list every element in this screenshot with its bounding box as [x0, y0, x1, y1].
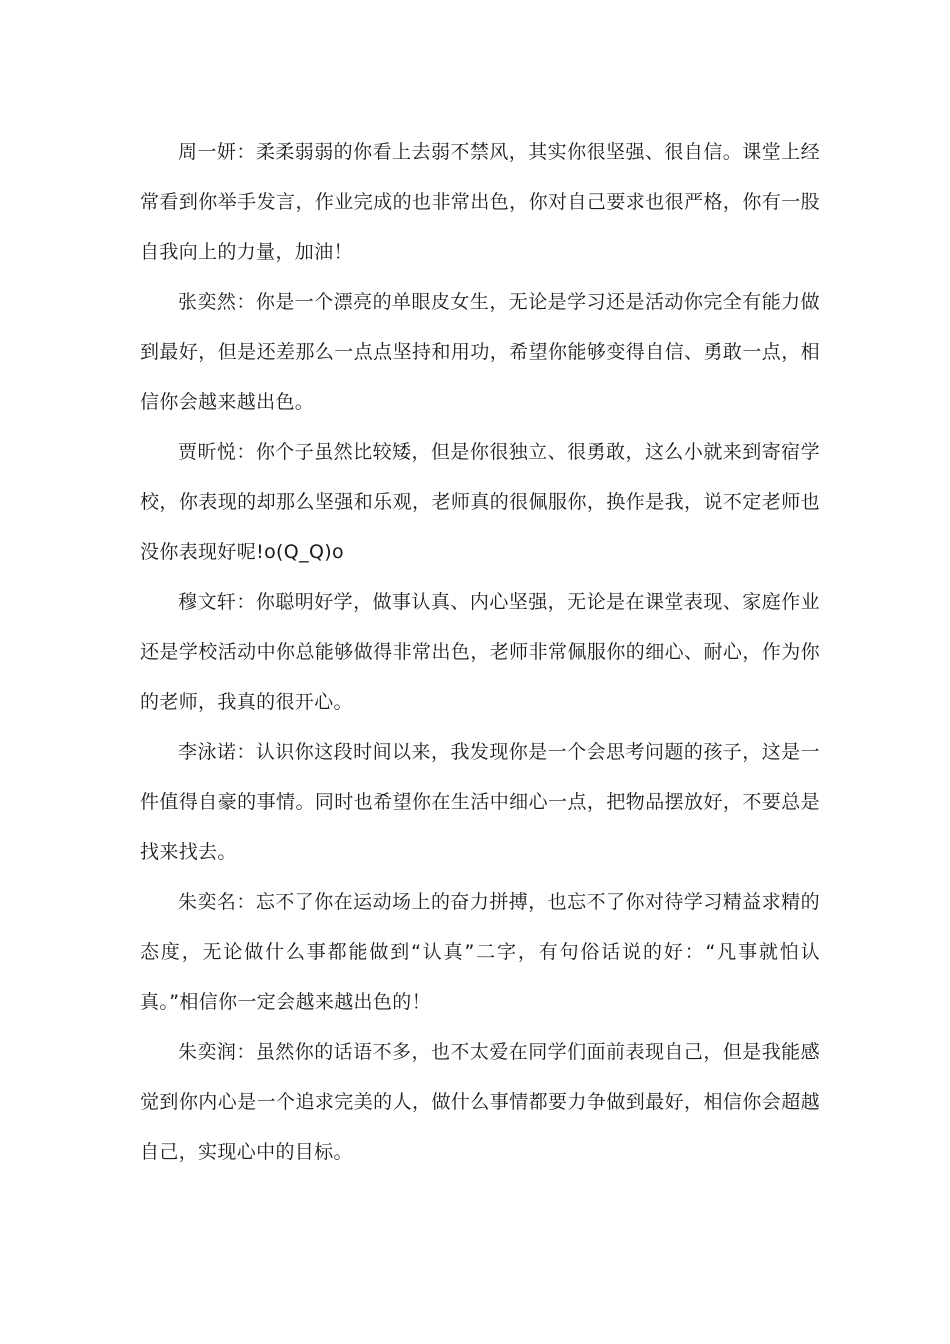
student-name: 朱奕名	[178, 891, 237, 913]
comment-text: ：虽然你的话语不多，也不太爱在同学们面前表现自己，但是我能感觉到你内心是一个追求完美的人，做什么事情都要力争做到最好，相信你会超越自己，实现心中的目标。	[140, 1041, 820, 1163]
comment-text: ：认识你这段时间以来，我发现你是一个会思考问题的孩子，这是一件值得自豪的事情。同时也希望你在生活中细心一点，把物品摆放好，不要总是找来找去。	[140, 741, 820, 863]
student-name: 朱奕润	[178, 1041, 237, 1063]
student-name: 张奕然	[178, 291, 237, 313]
comment-paragraph	[140, 127, 820, 277]
comment-text: ：你聪明好学，做事认真、内心坚强，无论是在课堂表现、家庭作业还是学校活动中你总能够做得非常出色，老师非常佩服你的细心、耐心，作为你的老师，我真的很开心。	[140, 591, 820, 713]
student-name: 李泳诺	[178, 741, 237, 763]
student-name: 穆文轩	[178, 591, 237, 613]
comment-text: ：柔柔弱弱的你看上去弱不禁风，其实你很坚强、很自信。课堂上经常看到你举手发言，作业完成的也非常出色，你对自己要求也很严格，你有一股自我向上的力量，加油！	[140, 141, 820, 263]
comment-paragraph	[140, 427, 820, 577]
comment-paragraph	[140, 1027, 820, 1177]
comment-paragraph	[140, 277, 820, 427]
comment-paragraph	[140, 727, 820, 877]
comment-list	[140, 127, 820, 1177]
comment-text: ：你是一个漂亮的单眼皮女生，无论是学习还是活动你完全有能力做到最好，但是还差那么一点点坚持和用功，希望你能够变得自信、勇敢一点，相信你会越来越出色。	[140, 291, 820, 413]
comment-paragraph	[140, 877, 820, 1027]
comment-text: ：忘不了你在运动场上的奋力拼搏，也忘不了你对待学习精益求精的态度，无论做什么事都能做到“认真”二字，有句俗话说的好：“凡事就怕认真。”相信你一定会越来越出色的！	[140, 891, 820, 1013]
comment-paragraph	[140, 577, 820, 727]
student-name: 贾昕悦	[178, 441, 237, 463]
comment-text: ：你个子虽然比较矮，但是你很独立、很勇敢，这么小就来到寄宿学校，你表现的却那么坚强和乐观，老师真的很佩服你，换作是我，说不定老师也没你表现好呢!o(Q_Q)o	[140, 441, 820, 563]
student-name: 周一妍	[178, 141, 237, 163]
